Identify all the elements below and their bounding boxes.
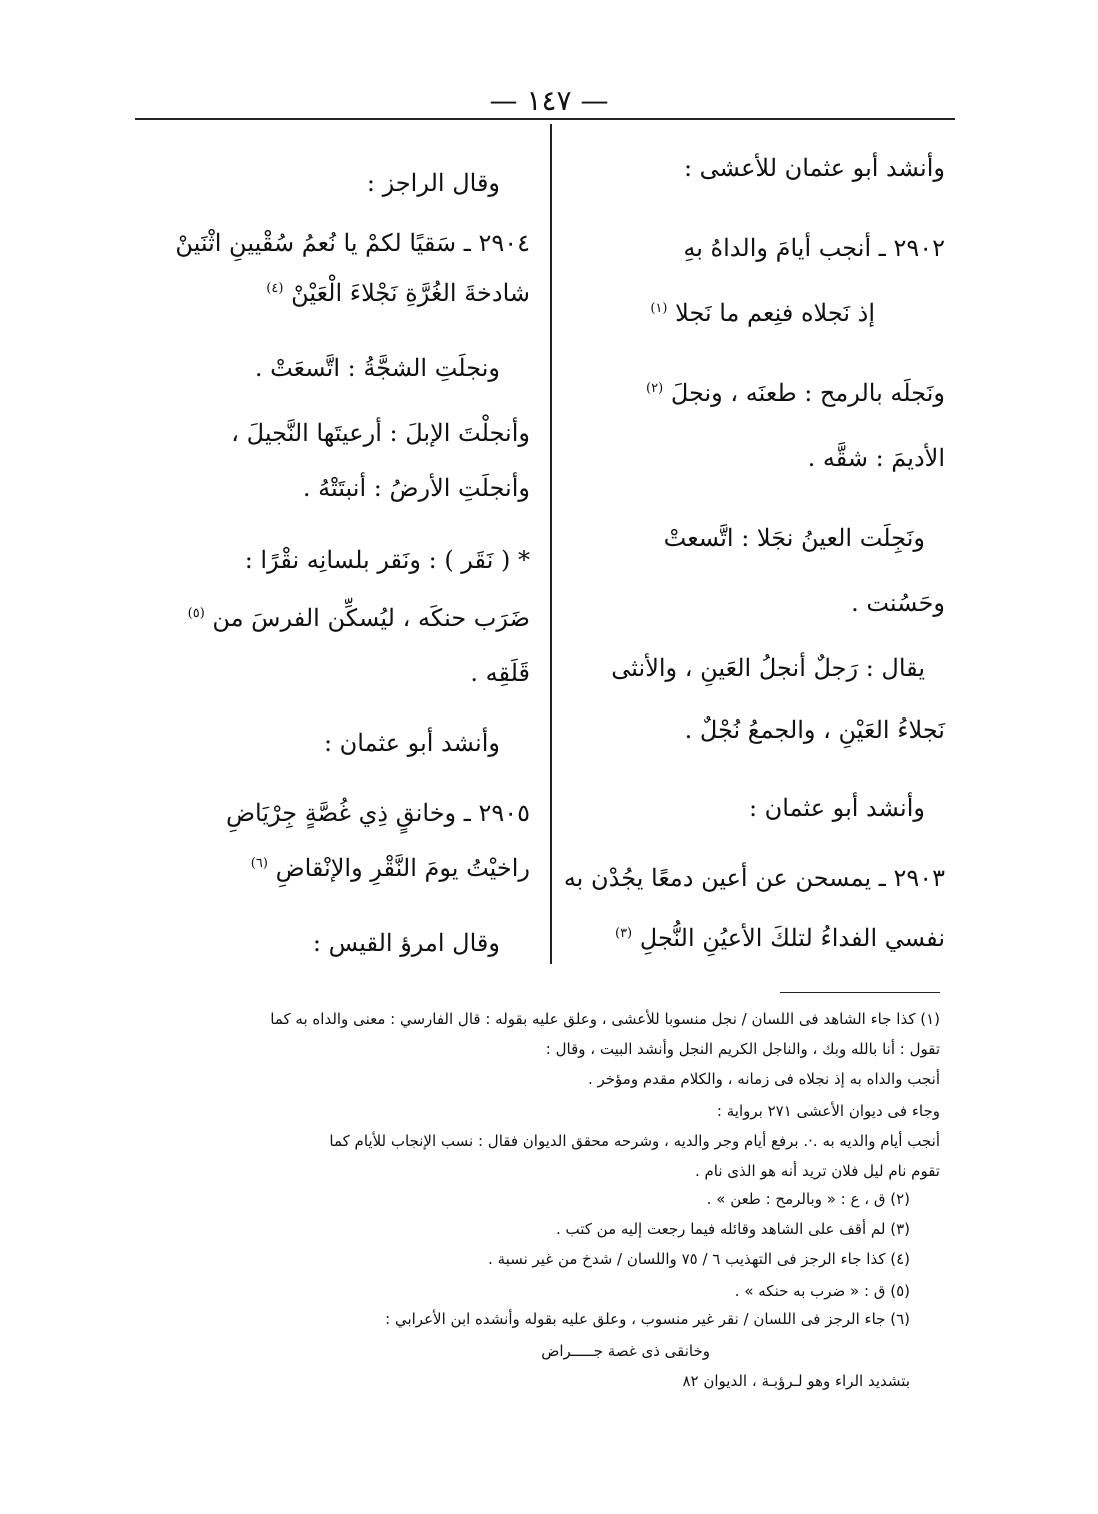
text-line: وقال الراجز : [366, 169, 500, 197]
text-line: ضَرَب حنكَه ، ليُسكِّن الفرسَ من $^{(٥)}$ [187, 604, 530, 632]
footnote-line: (٦) جاء الرجز فى اللسان / نقر غير منسوب ، وعلق عليه بقوله وأنشده ابن الأعرابي : [385, 1310, 910, 1328]
footnote-line: وجاء فى ديوان الأعشى ٢٧١ برواية : [716, 1102, 940, 1120]
text-line: ٢٩٠٤ ـ سَقيًا لكمْ يا نُعمُ سُقْيينِ اثْنَينْ [175, 229, 530, 257]
text-line: ٢٩٠٣ ـ يمسحن عن أعين دمعًا يجُدْن به [563, 864, 945, 892]
text-line: ونَجلَه بالرمح : طعنَه ، ونجلَ $^{(٢)}$ [646, 379, 945, 407]
text-line: يقال : رَجلٌ أنجلُ العَينِ ، والأنثى [611, 654, 925, 682]
footnote-marker: (٦) [250, 856, 268, 871]
footnote-line: (١) كذا جاء الشاهد فى اللسان / نجل منسوبا للأعشى ، وعلق عليه بقوله : قال الفارسي : معنى والداه به كما [270, 1010, 940, 1028]
text-line: إذ نَجلاه فنِعم ما نَجلا $^{(١)}$ [650, 299, 875, 327]
text-line: نفسي الفداءُ لتلكَ الأعيُنِ النُّجلِ $^{(٣)}$ [614, 924, 945, 952]
header-rule [135, 118, 955, 120]
text-line: ٢٩٠٥ ـ وخانقٍ ذِي غُصَّةٍ جِرْيَاضِ [226, 799, 530, 827]
page-number: — ١٤٧ — [489, 84, 609, 117]
text-line: وأنشد أبو عثمان : [323, 729, 500, 757]
text-line: وحَسُنت . [851, 589, 945, 617]
text-line: ونجلَتِ الشجَّةُ : اتَّسعَتْ . [254, 354, 500, 382]
text-line: ونَجِلَت العينُ نجَلا : اتَّسعتْ [663, 524, 925, 552]
text-line: قَلَقِه . [470, 659, 530, 687]
footnote-marker: (١) [650, 301, 668, 316]
footnote-line: تقوم نام ليل فلان تريد أنه هو الذى نام . [694, 1162, 940, 1180]
footnote-line: تقول : أنا بالله وبك ، والناجل الكريم النجل وأنشد البيت ، وقال : [545, 1040, 940, 1058]
footnote-line: بتشديد الراء وهو لـرؤبـة ، الديوان ٨٢ [682, 1372, 910, 1390]
footnote-line: (٥) ق : « ضرب به حنكه » . [734, 1282, 910, 1300]
text-line: راخيْتُ يومَ النَّقْرِ والإنْقاضِ $^{(٦)}$ [250, 854, 530, 882]
text-line: * ( نَقَر ) : ونَقر بلسانِه نقْرًا : [244, 546, 530, 574]
footnote-line: (٣) لم أقف على الشاهد وقائله فيما رجعت إليه من كتب . [555, 1220, 910, 1238]
footnote-line: (٤) كذا جاء الرجز فى التهذيب ٦ / ٧٥ واللسان / شدخ من غير نسبة . [488, 1250, 910, 1268]
text-line: وأنجلَتِ الأرضُ : أنبتَتْهُ . [302, 474, 530, 502]
footnote-marker: (٣) [614, 926, 633, 941]
text-line: وأنجلْتَ الإبلَ : أرعيتَها النَّجيلَ ، [231, 419, 530, 447]
footnote-line: أنجب والداه به إذ نجلاه فى زمانه ، والكلام مقدم ومؤخر . [587, 1070, 940, 1088]
footnote-rule [780, 992, 940, 993]
text-line: شادخةَ الغُرَّةِ نَجْلاءَ الْعَيْنْ $^{(٤)}$ [266, 279, 530, 307]
text-line: وأنشد أبو عثمان للأعشى : [683, 154, 945, 182]
footnote-marker: (٥) [187, 606, 205, 621]
column-divider [550, 124, 552, 964]
text-line: وقال امرؤ القيس : [312, 929, 500, 957]
footnote-line: أنجب أيام والديه به .·. برفع أيام وجر والديه ، وشرحه محقق الديوان فقال : نسب الإنجاب للأيام كما [329, 1132, 940, 1150]
footnote-marker: (٤) [266, 281, 284, 296]
footnote-line: (٢) ق ، ع : « وبالرمح : طعن » . [706, 1190, 910, 1208]
footnote-line: وخانقى ذى غصة جـــــراض [541, 1342, 710, 1360]
footnote-marker: (٢) [646, 381, 664, 396]
text-line: ٢٩٠٢ ـ أنجب أيامَ والداهُ بهِ [683, 234, 945, 262]
text-line: وأنشد أبو عثمان : [748, 794, 925, 822]
text-line: نَجلاءُ العَيْنِ ، والجمعُ نُجْلٌ . [684, 716, 945, 744]
text-line: الأديمَ : شقَّه . [807, 444, 945, 472]
